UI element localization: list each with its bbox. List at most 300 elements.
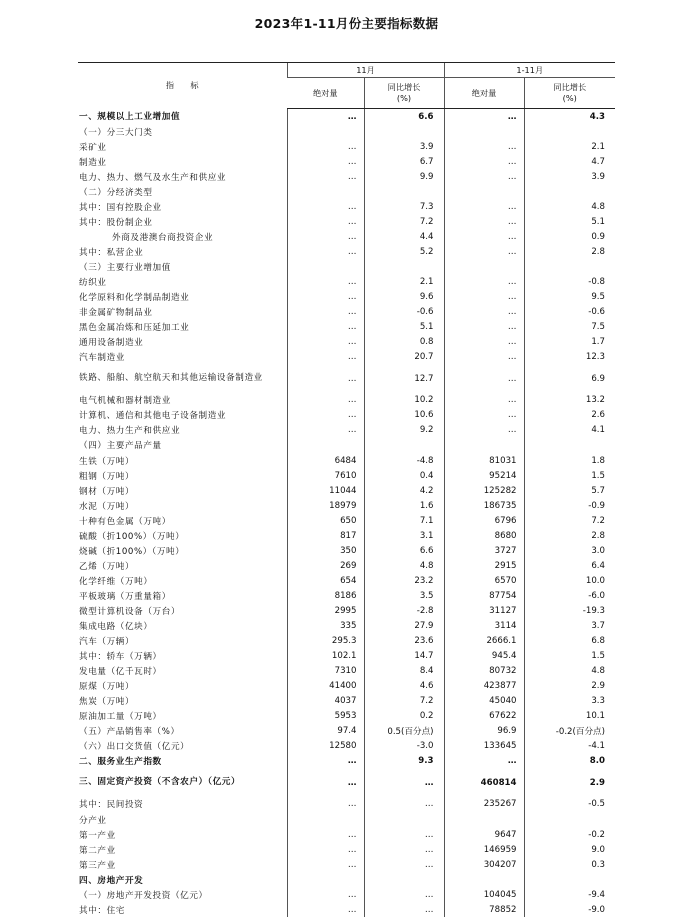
month-abs-cell: 5953 [287, 709, 364, 724]
ytd-abs-cell: … [444, 350, 524, 365]
table-row [78, 857, 615, 872]
month-yoy-cell: … [364, 857, 444, 872]
ytd-yoy-cell: 5.7 [524, 483, 615, 498]
month-abs-cell: … [287, 229, 364, 244]
ytd-abs-cell [444, 184, 524, 199]
table-row [78, 558, 615, 573]
table-row [78, 724, 615, 739]
month-abs-cell: … [287, 393, 364, 408]
ytd-abs-cell: 31127 [444, 603, 524, 618]
ytd-abs-cell [444, 872, 524, 887]
month-yoy-cell: -4.8 [364, 453, 444, 468]
month-yoy-cell: 6.7 [364, 154, 444, 169]
ytd-abs-cell: 133645 [444, 739, 524, 754]
month-yoy-cell [364, 124, 444, 139]
table-row [78, 124, 615, 139]
month-yoy-cell: … [364, 842, 444, 857]
row-label: 焦炭（万吨） [79, 697, 135, 708]
month-abs-cell: … [287, 169, 364, 184]
table-row [78, 842, 615, 857]
row-label: 三、固定资产投资（不含农户）（亿元） [79, 777, 241, 788]
month-yoy-cell: 9.9 [364, 169, 444, 184]
ytd-abs-cell [444, 812, 524, 827]
table-row [78, 393, 615, 408]
month-abs-cell: 335 [287, 619, 364, 634]
month-abs-cell: 654 [287, 573, 364, 588]
table-row [78, 634, 615, 649]
ytd-yoy-cell: 6.4 [524, 558, 615, 573]
table-row [78, 588, 615, 603]
month-abs-cell: … [287, 154, 364, 169]
row-label: 烧碱（折100%）（万吨） [79, 546, 185, 557]
month-abs-cell: 2995 [287, 603, 364, 618]
ytd-yoy-cell: 7.5 [524, 320, 615, 335]
ytd-yoy-cell: 10.1 [524, 709, 615, 724]
month-abs-cell: 102.1 [287, 649, 364, 664]
ytd-abs-cell: 186735 [444, 498, 524, 513]
ytd-yoy-cell: -0.8 [524, 275, 615, 290]
ytd-yoy-cell: 4.7 [524, 154, 615, 169]
ytd-yoy-cell: 2.8 [524, 244, 615, 259]
row-label: 钢材（万吨） [79, 486, 135, 497]
month-abs-cell: … [287, 797, 364, 812]
table-row [78, 754, 615, 769]
table-row [78, 872, 615, 887]
ytd-abs-cell: … [444, 169, 524, 184]
row-label: 生铁（万吨） [79, 456, 135, 467]
ytd-abs-cell: 423877 [444, 679, 524, 694]
ytd-abs-cell: … [444, 199, 524, 214]
row-label: 原煤（万吨） [79, 682, 135, 693]
row-label: 二、服务业生产指数 [79, 757, 162, 768]
row-label: 其中：轿车（万辆） [79, 652, 162, 663]
ytd-abs-cell: 460814 [444, 769, 524, 797]
ytd-abs-cell [444, 124, 524, 139]
yoy-unit: (%) [396, 93, 412, 103]
month-yoy-cell [364, 184, 444, 199]
table-row [78, 603, 615, 618]
indicator-table [78, 62, 615, 917]
month-abs-cell: … [287, 754, 364, 769]
month-abs-cell: … [287, 109, 364, 125]
ytd-abs-cell: 8680 [444, 528, 524, 543]
ytd-abs-cell: … [444, 393, 524, 408]
month-abs-cell: … [287, 350, 364, 365]
table-row [78, 468, 615, 483]
month-yoy-cell: 0.5(百分点) [364, 724, 444, 739]
row-label: （四）主要产品产量 [79, 441, 162, 452]
row-label: 铁路、船舶、航空航天和其他运输设备制造业 [79, 373, 263, 384]
ytd-abs-cell: 125282 [444, 483, 524, 498]
table-row [78, 320, 615, 335]
row-label: 电力、热力、燃气及水生产和供应业 [79, 172, 227, 183]
month-yoy-cell: 9.6 [364, 290, 444, 305]
month-yoy-cell: 1.6 [364, 498, 444, 513]
ytd-yoy-cell: -0.2(百分点) [524, 724, 615, 739]
month-yoy-cell: 7.1 [364, 513, 444, 528]
ytd-yoy-cell: 6.8 [524, 634, 615, 649]
abs-header-1 [287, 78, 364, 109]
row-label: （二）分经济类型 [79, 187, 153, 198]
ytd-abs-cell: … [444, 154, 524, 169]
table-row [78, 543, 615, 558]
table-row [78, 438, 615, 453]
row-label: 其中：国有控股企业 [79, 202, 162, 213]
month-yoy-cell: 20.7 [364, 350, 444, 365]
row-label: 平板玻璃（万重量箱） [79, 591, 171, 602]
ytd-abs-cell: 3727 [444, 543, 524, 558]
month-abs-cell: … [287, 214, 364, 229]
month-abs-cell: … [287, 902, 364, 917]
row-label: 其中：股份制企业 [79, 217, 153, 228]
ytd-yoy-cell: -4.1 [524, 739, 615, 754]
month-yoy-cell: … [364, 902, 444, 917]
month-abs-cell: … [287, 199, 364, 214]
row-label: 黑色金属冶炼和压延加工业 [79, 323, 190, 334]
table-row [78, 739, 615, 754]
row-label: 微型计算机设备（万台） [79, 606, 181, 617]
table-row [78, 649, 615, 664]
table-row [78, 139, 615, 154]
ytd-abs-cell: … [444, 423, 524, 438]
ytd-abs-cell: … [444, 229, 524, 244]
month-yoy-cell: 5.2 [364, 244, 444, 259]
ytd-yoy-cell: 1.8 [524, 453, 615, 468]
month-abs-cell: 7310 [287, 664, 364, 679]
ytd-abs-cell: … [444, 754, 524, 769]
month-abs-cell: 4037 [287, 694, 364, 709]
table-row [78, 169, 615, 184]
month-yoy-cell: -0.6 [364, 305, 444, 320]
ytd-yoy-cell: 1.7 [524, 335, 615, 350]
table-row [78, 902, 615, 917]
ytd-yoy-cell [524, 872, 615, 887]
ytd-yoy-cell: 4.3 [524, 109, 615, 125]
month-abs-cell [287, 438, 364, 453]
month-yoy-cell: -3.0 [364, 739, 444, 754]
month-yoy-cell: 6.6 [364, 543, 444, 558]
table-row [78, 229, 615, 244]
row-label: 汽车（万辆） [79, 637, 135, 648]
yoy-header-1 [364, 78, 444, 109]
month-abs-cell: 7610 [287, 468, 364, 483]
month-yoy-cell: 3.5 [364, 588, 444, 603]
table-row [78, 812, 615, 827]
month-abs-cell: 18979 [287, 498, 364, 513]
month-abs-cell: 8186 [287, 588, 364, 603]
row-label: 分产业 [79, 815, 107, 826]
abs-label: 绝对量 [312, 87, 338, 98]
month-abs-cell: 97.4 [287, 724, 364, 739]
row-label: 水泥（万吨） [79, 501, 135, 512]
month-yoy-cell: 23.2 [364, 573, 444, 588]
ytd-yoy-cell: 9.5 [524, 290, 615, 305]
ytd-yoy-cell: 8.0 [524, 754, 615, 769]
row-label: 制造业 [79, 157, 107, 168]
month-yoy-cell: 5.1 [364, 320, 444, 335]
table-row [78, 709, 615, 724]
ytd-abs-cell: 67622 [444, 709, 524, 724]
month-abs-cell: … [287, 244, 364, 259]
month-yoy-cell: 4.8 [364, 558, 444, 573]
table-row [78, 109, 615, 125]
month-yoy-cell: 10.2 [364, 393, 444, 408]
row-label: 电气机械和器材制造业 [79, 396, 171, 407]
ytd-abs-cell: 146959 [444, 842, 524, 857]
month-abs-cell [287, 124, 364, 139]
table-row [78, 290, 615, 305]
table-row [78, 408, 615, 423]
row-label: 发电量（亿千瓦时） [79, 667, 162, 678]
ytd-yoy-cell: 1.5 [524, 468, 615, 483]
month-yoy-cell [364, 872, 444, 887]
month-yoy-cell: 14.7 [364, 649, 444, 664]
table-row [78, 244, 615, 259]
ytd-abs-cell: … [444, 214, 524, 229]
row-label: 其中：民间投资 [79, 800, 144, 811]
ytd-abs-cell [444, 438, 524, 453]
month-abs-cell [287, 259, 364, 274]
row-label: 非金属矿物制品业 [79, 308, 153, 319]
month-yoy-cell: 9.2 [364, 423, 444, 438]
ytd-yoy-cell: 0.3 [524, 857, 615, 872]
row-label: （一）房地产开发投资（亿元） [79, 890, 208, 901]
ytd-yoy-cell: 2.9 [524, 769, 615, 797]
month-yoy-cell: 23.6 [364, 634, 444, 649]
table-row [78, 619, 615, 634]
row-label: 其中：住宅 [79, 905, 125, 916]
table-row [78, 513, 615, 528]
row-label: 四、房地产开发 [79, 875, 144, 886]
ytd-abs-cell: … [444, 365, 524, 393]
row-label: 化学原料和化学制品制造业 [79, 293, 190, 304]
row-label: （六）出口交货值（亿元） [79, 742, 190, 753]
ytd-yoy-cell: -6.0 [524, 588, 615, 603]
table-row [78, 305, 615, 320]
ytd-yoy-cell: 0.9 [524, 229, 615, 244]
month-abs-cell: … [287, 290, 364, 305]
ytd-yoy-cell [524, 124, 615, 139]
month-abs-cell: … [287, 857, 364, 872]
ytd-yoy-cell: 10.0 [524, 573, 615, 588]
ytd-abs-cell: … [444, 244, 524, 259]
indicator-header: 指 标 [78, 63, 287, 109]
ytd-abs-cell: 945.4 [444, 649, 524, 664]
row-label: 第一产业 [79, 830, 116, 841]
table-row [78, 423, 615, 438]
month-abs-cell: … [287, 335, 364, 350]
month-yoy-cell [364, 812, 444, 827]
ytd-yoy-cell: 2.6 [524, 408, 615, 423]
month-abs-cell: … [287, 305, 364, 320]
ytd-abs-cell: … [444, 109, 524, 125]
month-yoy-cell: 7.3 [364, 199, 444, 214]
table-row [78, 350, 615, 365]
ytd-abs-cell: 235267 [444, 797, 524, 812]
row-label: 其中：私营企业 [79, 247, 144, 258]
ytd-yoy-cell: 4.8 [524, 664, 615, 679]
row-label: 采矿业 [79, 142, 107, 153]
table-row [78, 694, 615, 709]
table-row [78, 573, 615, 588]
table-row [78, 498, 615, 513]
ytd-abs-cell: 6570 [444, 573, 524, 588]
table-row [78, 827, 615, 842]
table-row [78, 797, 615, 812]
month-abs-cell: 817 [287, 528, 364, 543]
ytd-abs-cell: … [444, 335, 524, 350]
ytd-abs-cell: 104045 [444, 887, 524, 902]
month-yoy-cell: 0.8 [364, 335, 444, 350]
row-label: 外商及港澳台商投资企业 [112, 232, 214, 243]
ytd-abs-cell: 95214 [444, 468, 524, 483]
row-label: 原油加工量（万吨） [79, 712, 162, 723]
ytd-yoy-cell: 6.9 [524, 365, 615, 393]
table-row [78, 184, 615, 199]
table-row [78, 199, 615, 214]
ytd-abs-cell: 6796 [444, 513, 524, 528]
month-yoy-cell: 0.2 [364, 709, 444, 724]
row-label: （三）主要行业增加值 [79, 262, 171, 273]
month-yoy-cell: 12.7 [364, 365, 444, 393]
ytd-abs-cell: 9647 [444, 827, 524, 842]
row-label: 粗钢（万吨） [79, 471, 135, 482]
month-abs-cell: 295.3 [287, 634, 364, 649]
abs-header-2 [444, 78, 524, 109]
row-label: 第三产业 [79, 860, 116, 871]
month-yoy-cell: 3.9 [364, 139, 444, 154]
month-yoy-cell: … [364, 827, 444, 842]
ytd-abs-cell: 81031 [444, 453, 524, 468]
ytd-abs-cell: 304207 [444, 857, 524, 872]
ytd-yoy-cell: -9.0 [524, 902, 615, 917]
month-yoy-cell: 4.6 [364, 679, 444, 694]
row-label: 通用设备制造业 [79, 338, 144, 349]
ytd-abs-cell: 3114 [444, 619, 524, 634]
ytd-yoy-cell: 13.2 [524, 393, 615, 408]
month-abs-cell: … [287, 423, 364, 438]
row-label: 电力、热力生产和供应业 [79, 426, 181, 437]
page-title: 2023年1-11月份主要指标数据 [254, 16, 439, 31]
table-row [78, 769, 615, 797]
table-row [78, 679, 615, 694]
row-label: 汽车制造业 [79, 353, 125, 364]
ytd-yoy-cell [524, 812, 615, 827]
row-label: 乙烯（万吨） [79, 561, 135, 572]
month-abs-cell: 6484 [287, 453, 364, 468]
table-row [78, 887, 615, 902]
table-row [78, 214, 615, 229]
ytd-yoy-cell: -0.6 [524, 305, 615, 320]
ytd-yoy-cell [524, 184, 615, 199]
ytd-yoy-cell: 1.5 [524, 649, 615, 664]
month-abs-cell: … [287, 275, 364, 290]
month-yoy-cell: 27.9 [364, 619, 444, 634]
ytd-yoy-cell: 3.0 [524, 543, 615, 558]
table-row [78, 365, 615, 393]
month-yoy-cell: 9.3 [364, 754, 444, 769]
month-yoy-cell: 7.2 [364, 694, 444, 709]
ytd-abs-cell: … [444, 320, 524, 335]
month-abs-cell: 650 [287, 513, 364, 528]
row-label: （一）分三大门类 [79, 127, 153, 138]
ytd-abs-cell: 45040 [444, 694, 524, 709]
row-label: 集成电路（亿块） [79, 622, 153, 633]
month-yoy-cell: … [364, 769, 444, 797]
table-row [78, 528, 615, 543]
ytd-abs-cell: 2915 [444, 558, 524, 573]
month-abs-cell: 12580 [287, 739, 364, 754]
ytd-abs-cell: … [444, 305, 524, 320]
ytd-abs-cell: … [444, 408, 524, 423]
month-yoy-cell: 10.6 [364, 408, 444, 423]
yoy-unit: (%) [562, 93, 577, 103]
row-label: 化学纤维（万吨） [79, 576, 153, 587]
period1-header: 11月 [287, 63, 444, 78]
table-row [78, 453, 615, 468]
row-label: 纺织业 [79, 278, 107, 289]
abs-label: 绝对量 [471, 87, 497, 98]
row-label: 计算机、通信和其他电子设备制造业 [79, 411, 227, 422]
ytd-abs-cell: 2666.1 [444, 634, 524, 649]
period2-header: 1-11月 [444, 63, 615, 78]
yoy-label: 同比增长 [387, 82, 421, 92]
month-yoy-cell: -2.8 [364, 603, 444, 618]
ytd-abs-cell: … [444, 139, 524, 154]
ytd-yoy-cell: -0.5 [524, 797, 615, 812]
table-row [78, 664, 615, 679]
ytd-yoy-cell: -9.4 [524, 887, 615, 902]
month-yoy-cell: 2.1 [364, 275, 444, 290]
month-abs-cell: … [287, 842, 364, 857]
table-body [78, 109, 615, 918]
month-abs-cell: 350 [287, 543, 364, 558]
month-yoy-cell: 7.2 [364, 214, 444, 229]
month-abs-cell: … [287, 887, 364, 902]
table-row [78, 483, 615, 498]
month-yoy-cell: … [364, 797, 444, 812]
ytd-yoy-cell [524, 438, 615, 453]
month-abs-cell [287, 872, 364, 887]
month-abs-cell: 11044 [287, 483, 364, 498]
ytd-abs-cell: 87754 [444, 588, 524, 603]
row-label: 十种有色金属（万吨） [79, 516, 171, 527]
ytd-yoy-cell: 2.9 [524, 679, 615, 694]
ytd-yoy-cell: 7.2 [524, 513, 615, 528]
yoy-label: 同比增长 [553, 82, 587, 92]
month-abs-cell: … [287, 139, 364, 154]
ytd-yoy-cell: 2.8 [524, 528, 615, 543]
month-abs-cell: 41400 [287, 679, 364, 694]
month-yoy-cell: 8.4 [364, 664, 444, 679]
row-label: 硫酸（折100%）（万吨） [79, 531, 185, 542]
row-label: （五）产品销售率（%） [79, 727, 180, 738]
row-label: 第二产业 [79, 845, 116, 856]
month-abs-cell: … [287, 365, 364, 393]
month-abs-cell [287, 812, 364, 827]
ytd-abs-cell: … [444, 275, 524, 290]
ytd-yoy-cell: 3.7 [524, 619, 615, 634]
ytd-yoy-cell: 3.3 [524, 694, 615, 709]
month-abs-cell [287, 184, 364, 199]
ytd-yoy-cell: -0.9 [524, 498, 615, 513]
month-abs-cell: … [287, 827, 364, 842]
month-yoy-cell: 3.1 [364, 528, 444, 543]
month-yoy-cell [364, 438, 444, 453]
month-abs-cell: … [287, 769, 364, 797]
ytd-abs-cell: 80732 [444, 664, 524, 679]
ytd-yoy-cell: 4.8 [524, 199, 615, 214]
